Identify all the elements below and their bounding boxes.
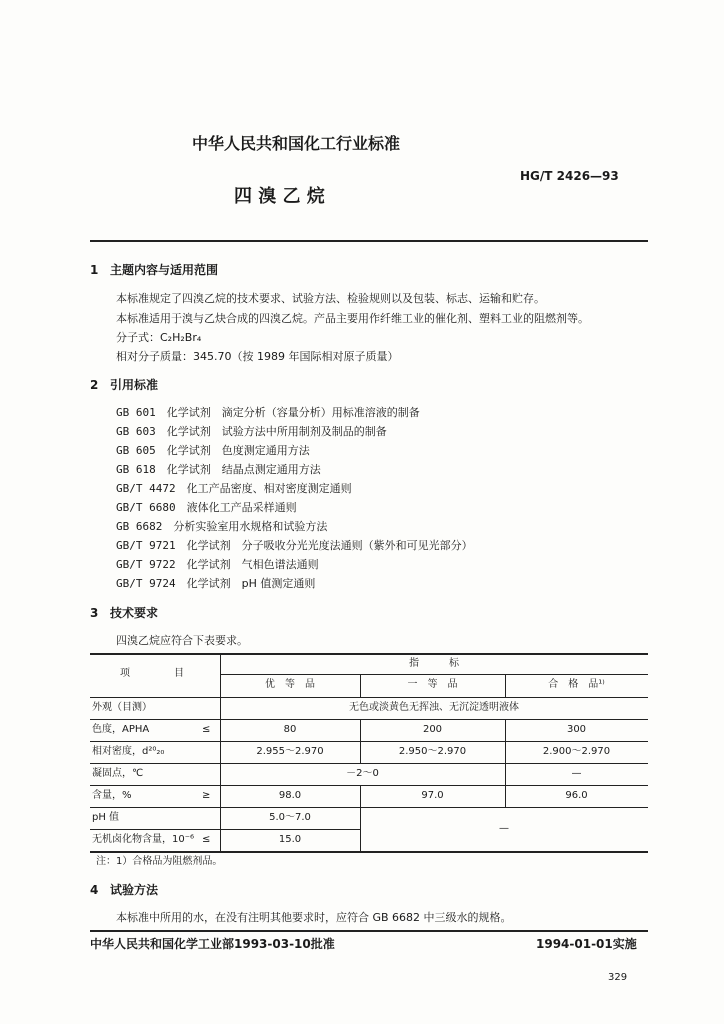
table-cell: 5.0～7.0 (269, 812, 311, 823)
org-title: 中华人民共和国化工行业标准 (192, 134, 401, 153)
reference-item (116, 538, 473, 553)
grade-header-premium: 优 等 品 (265, 679, 315, 690)
table-cell: 200 (422, 724, 443, 735)
item-header (120, 667, 184, 681)
reference-title: 化学试剂 滴定分析（容量分析）用标准溶液的制备 (166, 406, 420, 419)
grade-header-first: 一 等 品 (407, 679, 458, 690)
footer-rule (90, 930, 648, 932)
molecular-formula: 分子式：C₂H₂Br₄ (116, 331, 202, 344)
section3-heading: 技术要求 (110, 606, 159, 620)
reference-title: 化学试剂 结晶点测定通用方法 (166, 463, 321, 476)
item-header-char: 项 (120, 668, 130, 679)
implementation-date: 1994-01-01实施 (536, 937, 637, 951)
table-cell: 2.900～2.970 (542, 746, 611, 757)
reference-code: GB/T 9724 (116, 577, 176, 590)
section1-para-2: 本标准适用于溴与乙炔合成的四溴乙烷。产品主要用作纤维工业的催化剂、塑料工业的阻燃剂等。 (116, 312, 589, 325)
reference-title: 化学试剂 试验方法中所用制剂及制品的制备 (166, 425, 387, 438)
reference-code: GB 605 (116, 444, 156, 457)
reference-item (116, 443, 310, 458)
reference-title: 液体化工产品采样通则 (186, 501, 297, 514)
standard-number: HG/T 2426—93 (520, 169, 619, 183)
reference-code: GB 603 (116, 425, 156, 438)
row-item-inorganic-halide: 无机卤化物含量，10⁻⁶ (92, 834, 195, 845)
row-item-ph: pH 值 (92, 812, 120, 823)
reference-code: GB 6682 (116, 520, 163, 533)
section1-para-1: 本标准规定了四溴乙烷的技术要求、试验方法、检验规则以及包装、标志、运输和贮存。 (116, 292, 545, 305)
section1-heading: 主题内容与适用范围 (110, 263, 219, 277)
doc-title: 四 溴 乙 烷 (234, 186, 325, 207)
reference-item (116, 405, 420, 420)
section2-number: 2 (90, 378, 99, 392)
reference-code: GB 601 (116, 406, 156, 419)
table-note: 注：1）合格品为阻燃剂品。 (96, 856, 223, 867)
section3-number: 3 (90, 606, 99, 620)
row-sign: ≤ (202, 834, 211, 845)
table-cell: 15.0 (278, 834, 302, 845)
table-rule (90, 653, 648, 655)
reference-item (116, 481, 352, 496)
row-item-appearance: 外观（目测） (92, 702, 152, 713)
row-sign: ≥ (202, 790, 211, 801)
reference-title: 化学试剂 分子吸收分光光度法通则（紫外和可见光部分） (186, 539, 473, 552)
table-cell: 80 (283, 724, 297, 735)
section1-number: 1 (90, 263, 99, 277)
table-rule (220, 674, 648, 675)
table-rule (90, 741, 648, 742)
reference-item (116, 424, 387, 439)
reference-item (116, 519, 327, 534)
table-rule (90, 719, 648, 720)
section4-para: 本标准中所用的水，在没有注明其他要求时，应符合 GB 6682 中三级水的规格。 (116, 911, 512, 924)
approval-text: 中华人民共和国化学工业部1993-03-10批准 (90, 937, 335, 951)
table-rule (90, 763, 648, 764)
table-rule (90, 697, 648, 698)
appearance-value: 无色或淡黄色无挥浊、无沉淀透明液体 (349, 702, 519, 713)
row-item-content: 含量，% (92, 790, 132, 801)
table-cell: 97.0 (421, 790, 444, 801)
molecular-mass: 相对分子质量：345.70（按 1989 年国际相对原子质量） (116, 350, 399, 363)
reference-item (116, 500, 297, 515)
reference-title: 分析实验室用水规格和试验方法 (173, 520, 328, 533)
table-cell: 300 (566, 724, 587, 735)
table-cell: — (499, 823, 509, 834)
section2-heading: 引用标准 (110, 378, 159, 392)
reference-title: 化学试剂 气相色谱法通则 (186, 558, 319, 571)
reference-item (116, 557, 319, 572)
table-rule (90, 807, 648, 808)
reference-item (116, 462, 321, 477)
header-rule (90, 240, 648, 242)
reference-code: GB/T 6680 (116, 501, 176, 514)
section4-number: 4 (90, 883, 99, 897)
reference-title: 化学试剂 色度测定通用方法 (166, 444, 310, 457)
reference-title: 化工产品密度、相对密度测定通则 (186, 482, 352, 495)
item-header-char: 目 (174, 668, 184, 679)
table-rule (90, 851, 648, 853)
reference-title: 化学试剂 pH 值测定通则 (186, 577, 316, 590)
row-item-density: 相对密度，d²⁰₂₀ (92, 746, 165, 757)
row-item-color: 色度，APHA (92, 724, 150, 735)
reference-code: GB/T 4472 (116, 482, 176, 495)
table-cell: — (571, 768, 582, 779)
reference-item (116, 576, 315, 591)
indicator-header: 指 标 (409, 658, 459, 669)
reference-code: GB/T 9722 (116, 558, 176, 571)
table-rule (90, 785, 648, 786)
section3-intro: 四溴乙烷应符合下表要求。 (116, 634, 248, 647)
row-item-freezing-point: 凝固点，℃ (92, 768, 144, 779)
table-cell: 2.955～2.970 (256, 746, 324, 757)
table-cell: 96.0 (565, 790, 588, 801)
reference-code: GB/T 9721 (116, 539, 176, 552)
page-number: 329 (608, 972, 628, 983)
table-cell: －2～0 (346, 768, 379, 779)
grade-header-qualified: 合 格 品¹⁾ (548, 679, 605, 690)
table-rule (90, 829, 360, 830)
table-cell: 2.950～2.970 (398, 746, 467, 757)
section4-heading: 试验方法 (110, 883, 159, 897)
table-cell: 98.0 (278, 790, 302, 801)
reference-code: GB 618 (116, 463, 156, 476)
row-sign: ≤ (202, 724, 211, 735)
